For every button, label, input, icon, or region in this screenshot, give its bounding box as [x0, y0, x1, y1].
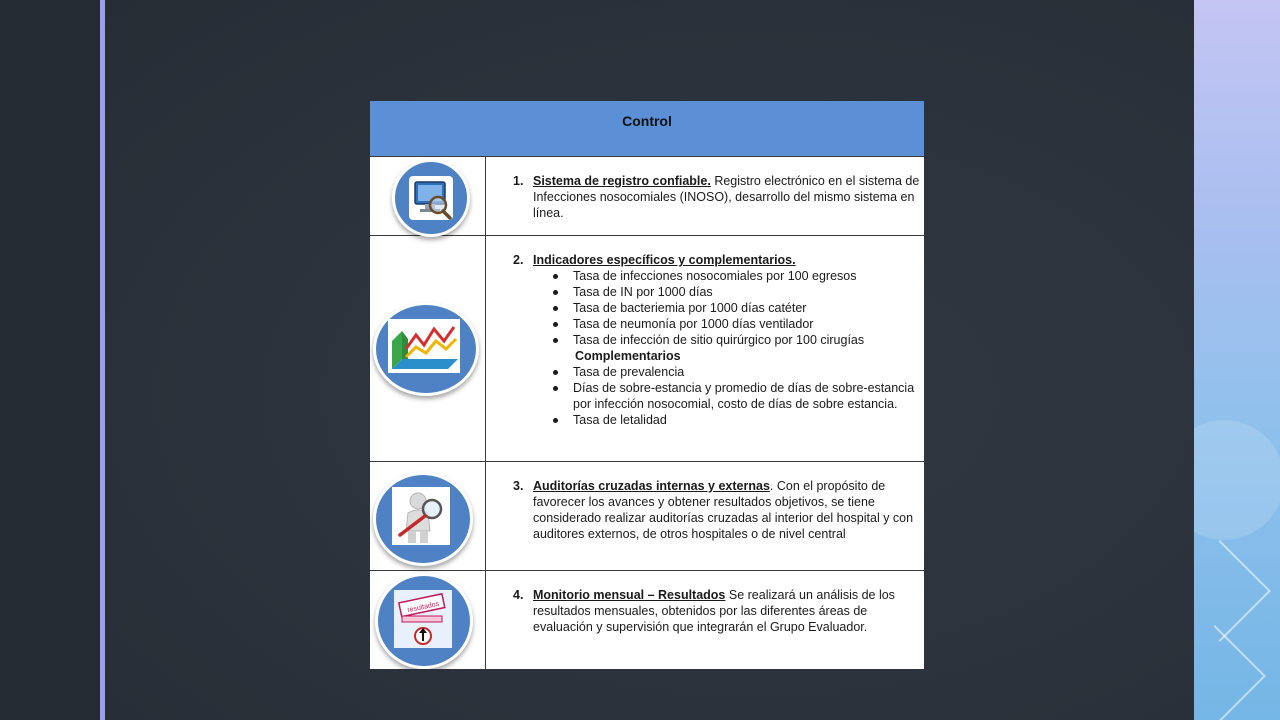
- icon-cell: [370, 571, 486, 669]
- table-header: [370, 101, 924, 157]
- table-row: [370, 462, 924, 571]
- auditor-magnifier-icon: [373, 472, 473, 566]
- bullet-list: [533, 268, 922, 348]
- table-header-title: Control: [622, 113, 672, 129]
- list-item: Tasa de neumonía por 1000 días ventilador: [533, 316, 922, 332]
- sub-heading: Complementarios: [575, 349, 681, 363]
- list-item: Tasa de letalidad: [533, 412, 922, 428]
- table-row: [370, 236, 924, 462]
- item-text: Se realizará un análisis de los resultados mensuales, obtenidos por las diferentes áreas de evaluación y supervisión que integrarán el Grupo Evaluador.: [533, 588, 895, 634]
- icon-cell: [370, 462, 486, 570]
- results-label: resultados: [406, 600, 440, 615]
- computer-magnifier-icon: [392, 159, 470, 237]
- decorative-chevron: [1194, 540, 1271, 642]
- decorative-chevron: [1194, 625, 1266, 720]
- item-title: Indicadores específicos y complementarios.: [533, 253, 796, 267]
- item-text: . Con el propósito de favorecer los avances y obtener resultados objetivos, se tiene considerado realizar auditorías cruzadas al interior del hospital y con auditores externos, de otros hospitales o de nivel central: [533, 479, 914, 541]
- table-row: [370, 157, 924, 236]
- list-item: Días de sobre-estancia y promedio de días de sobre-estancia por infección nosocomial, costo de días de sobre estancia.: [533, 380, 922, 412]
- list-item: [513, 173, 922, 221]
- icon-cell: [370, 157, 486, 235]
- control-table-image: [370, 101, 924, 669]
- decorative-glow: [1194, 420, 1280, 540]
- item-title: Sistema de registro confiable.: [533, 174, 711, 188]
- list-item: [513, 587, 922, 635]
- list-item: [513, 252, 922, 428]
- left-dark-panel: [0, 0, 100, 720]
- item-title: Monitorio mensual – Resultados: [533, 588, 726, 602]
- list-item: Tasa de bacteriemia por 1000 días catéter: [533, 300, 922, 316]
- bullet-list: [533, 364, 922, 428]
- item-number: 2.: [513, 253, 524, 267]
- item-number: 3.: [513, 479, 524, 493]
- right-decorative-panel: [1194, 0, 1280, 720]
- list-item: Tasa de infección de sitio quirúrgico por 100 cirugías: [533, 332, 922, 348]
- list-item: Tasa de IN por 1000 días: [533, 284, 922, 300]
- text-cell: [487, 236, 924, 461]
- text-cell: [487, 462, 924, 570]
- chart-icon: [373, 302, 479, 396]
- results-signpost-icon: [375, 573, 473, 669]
- item-number: 4.: [513, 588, 524, 602]
- list-item: [513, 478, 922, 542]
- table-row: [370, 571, 924, 669]
- item-text: Registro electrónico en el sistema de Infecciones nosocomiales (INOSO), desarrollo del mismo sistema en línea.: [533, 174, 920, 220]
- item-number: 1.: [513, 174, 524, 188]
- list-item: Tasa de prevalencia: [533, 364, 922, 380]
- list-item: Tasa de infecciones nosocomiales por 100 egresos: [533, 268, 922, 284]
- text-cell: [487, 571, 924, 669]
- text-cell: [487, 157, 924, 235]
- icon-cell: [370, 236, 486, 461]
- item-title: Auditorías cruzadas internas y externas: [533, 479, 770, 493]
